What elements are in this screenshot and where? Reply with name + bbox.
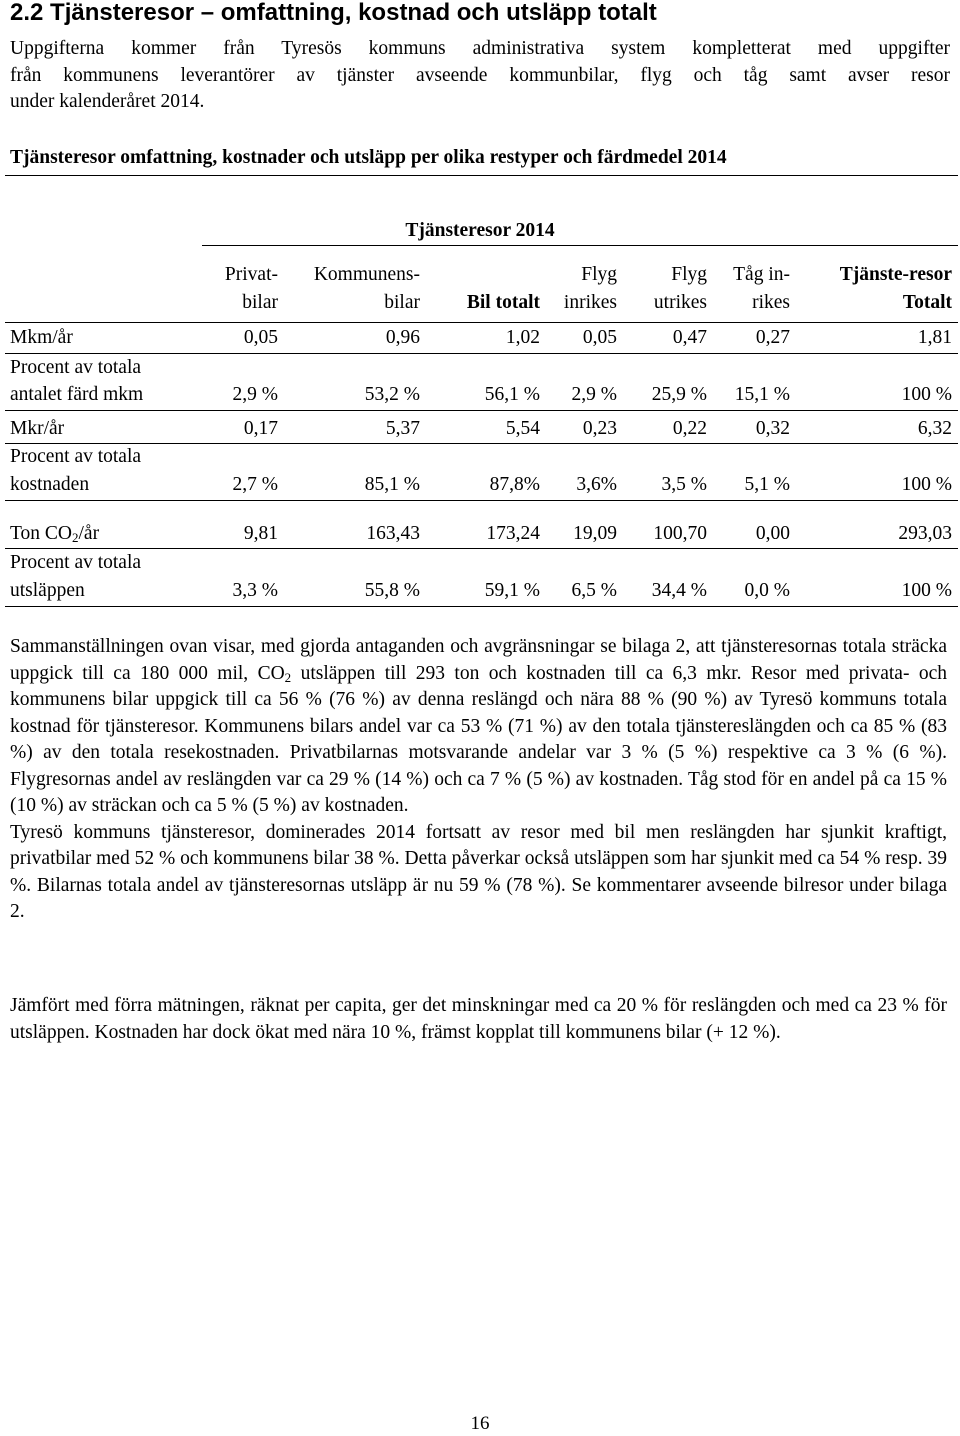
row-label: Mkr/år <box>10 418 65 439</box>
row-rule <box>5 443 958 444</box>
intro-line: Uppgifterna kommer från Tyresös kommuns administrativa system kompletterat med uppgifter <box>10 38 950 59</box>
table-cell: 0,96 <box>385 327 420 348</box>
column-header-line: bilar <box>242 292 278 313</box>
table-cell: 6,32 <box>917 418 952 439</box>
row-label: Mkm/år <box>10 327 73 348</box>
row-label: Procent av totala <box>10 552 142 573</box>
table-cell: 3,3 % <box>232 580 278 601</box>
table-cell: 100,70 <box>653 523 707 544</box>
table-cell: 59,1 % <box>484 580 540 601</box>
table-cell: 2,7 % <box>232 474 278 495</box>
paragraph: Tyresö kommuns tjänsteresor, dominerades 2014 fortsatt av resor med bil men reslängden har sjunkit kraftigt, privatbilar med 52 % och kommunens bilar 38 %. Detta påverkar också utsläppen som har sjunkit med ca 54 % resp. 39 %. Bilarnas totala andel av tjänsteresornas utsläpp är nu 59 % (78 %). Se kommentarer avseende bilresor under bilaga 2. <box>10 821 947 922</box>
column-header-flyg-inrikes <box>540 262 617 318</box>
table-cell: 173,24 <box>486 523 540 544</box>
table-cell: 0,0 % <box>744 580 790 601</box>
table-cell: 100 % <box>901 474 952 495</box>
table-group-header: Tjänsteresor 2014 <box>405 220 555 241</box>
paragraph-text: utsläppen till 293 ton och kostnaden till ca 6,3 mkr. Resor med privata- och kommunens bilar uppgick till ca 56 % (76 %) av denna reslängd och nära 88 % (90 %) av Tyresö kommuns totala kostnad för tjänsteresor. Kommunens bilars andel var ca 53 % (71 %) av den totala tjänstereslängden och ca 85 % (83 %) av den totala resekostnaden. Privatbilarnas motsvarande andelar var 3 % (5 %) respektive ca 3 % (6 %). Flygresornas andel av reslängden var ca 29 % (14 %) och ca 7 % (5 %) av kostnaden. Tåg stod för en andel på ca 15 % (10 %) av sträckan och ca 5 % (5 %) av kostnaden. <box>10 662 947 816</box>
table-cell: 55,8 % <box>364 580 420 601</box>
column-header-line: Kommunens- <box>313 264 420 285</box>
table-cell: 0,32 <box>755 418 790 439</box>
paragraph: Jämfört med förra mätningen, räknat per capita, ger det minskningar med ca 20 % för reslängden och med ca 23 % för utsläppen. Kostnaden har dock ökat med nära 10 %, främst kopplat till kommunens bilar (+ 12 %). <box>10 995 947 1043</box>
row-label: antalet färd mkm <box>10 384 144 405</box>
row-rule <box>5 410 958 411</box>
table-cell: 25,9 % <box>651 384 707 405</box>
column-header-line: Tjänste-resor <box>839 264 952 285</box>
row-rule <box>5 500 958 501</box>
paragraph-text: Sammanställningen ovan visar, med gjorda antaganden och avgränsningar se bilaga 2, att tjänsteresornas totala sträcka uppgick till ca 180 000 mil, CO <box>10 636 947 684</box>
row-label <box>10 521 99 547</box>
row-label: kostnaden <box>10 474 90 495</box>
column-header-flyg-utrikes <box>620 262 707 318</box>
table-cell: 19,09 <box>573 523 617 544</box>
table-cell: 5,37 <box>385 418 420 439</box>
table-cell: 0,05 <box>243 327 278 348</box>
table-cell: 34,4 % <box>651 580 707 601</box>
table-cell: 3,6% <box>576 474 617 495</box>
table-cell: 53,2 % <box>364 384 420 405</box>
row-label-text: Ton CO <box>10 523 73 544</box>
column-header-line: Totalt <box>902 292 952 313</box>
table-cell: 85,1 % <box>364 474 420 495</box>
table-cell: 5,54 <box>505 418 540 439</box>
table-cell: 3,5 % <box>661 474 707 495</box>
table-cell: 0,23 <box>582 418 617 439</box>
table-title: Tjänsteresor omfattning, kostnader och utsläpp per olika restyper och färdmedel 2014 <box>10 147 727 168</box>
summary-paragraph <box>10 634 947 926</box>
column-header-line: inrikes <box>563 292 617 313</box>
row-label: Procent av totala <box>10 446 142 467</box>
table-cell: 0,47 <box>672 327 707 348</box>
comparison-paragraph <box>10 993 947 1046</box>
column-header-kommunensbilar <box>280 262 420 318</box>
section-heading: 2.2 Tjänsteresor – omfattning, kostnad och utsläpp totalt <box>10 0 657 26</box>
table-cell: 15,1 % <box>734 384 790 405</box>
table-cell: 293,03 <box>898 523 952 544</box>
column-header-tjansteresor-totalt <box>800 262 952 318</box>
row-label-suffix: /år <box>78 523 100 544</box>
table-cell: 163,43 <box>366 523 420 544</box>
row-label: Procent av totala <box>10 357 142 378</box>
column-header-privatbilar <box>150 262 278 318</box>
header-bottom-rule <box>5 322 958 323</box>
row-rule <box>5 548 958 549</box>
table-cell: 0,27 <box>755 327 790 348</box>
table-top-rule <box>5 175 958 176</box>
column-header-line: Bil totalt <box>466 292 540 313</box>
column-header-tag-inrikes <box>710 262 790 318</box>
table-cell: 100 % <box>901 384 952 405</box>
table-cell: 0,22 <box>672 418 707 439</box>
intro-line: från kommunens leverantörer av tjänster avseende kommunbilar, flyg och tåg samt avser resor <box>10 64 950 86</box>
row-label-subscript: 2 <box>72 530 79 545</box>
column-header-line: utrikes <box>653 292 707 313</box>
table-bottom-rule <box>5 606 958 607</box>
paragraph-subscript: 2 <box>284 669 292 685</box>
table-cell: 2,9 % <box>571 384 617 405</box>
table-cell: 0,05 <box>582 327 617 348</box>
column-header-bil-totalt <box>430 262 540 318</box>
table-cell: 56,1 % <box>484 384 540 405</box>
column-header-line: Tåg in- <box>733 264 790 285</box>
column-header-line: rikes <box>752 292 790 313</box>
page-number: 16 <box>470 1413 490 1434</box>
intro-line: under kalenderåret 2014. <box>10 91 205 112</box>
table-cell: 87,8% <box>489 474 540 495</box>
row-label: utsläppen <box>10 580 85 601</box>
table-cell: 6,5 % <box>571 580 617 601</box>
group-header-rule <box>202 245 958 246</box>
table-cell: 1,02 <box>505 327 540 348</box>
table-cell: 2,9 % <box>232 384 278 405</box>
column-header-line: Flyg <box>671 264 707 285</box>
table-cell: 5,1 % <box>744 474 790 495</box>
column-header-line: bilar <box>384 292 420 313</box>
table-cell: 1,81 <box>917 327 952 348</box>
paragraph <box>10 634 947 820</box>
column-header-line: Flyg <box>581 264 617 285</box>
table-cell: 0,17 <box>243 418 278 439</box>
intro-paragraph <box>10 36 950 116</box>
table-cell: 0,00 <box>755 523 790 544</box>
column-header-line: Privat- <box>224 264 278 285</box>
table-cell: 100 % <box>901 580 952 601</box>
row-rule <box>5 353 958 354</box>
table-cell: 9,81 <box>243 523 278 544</box>
